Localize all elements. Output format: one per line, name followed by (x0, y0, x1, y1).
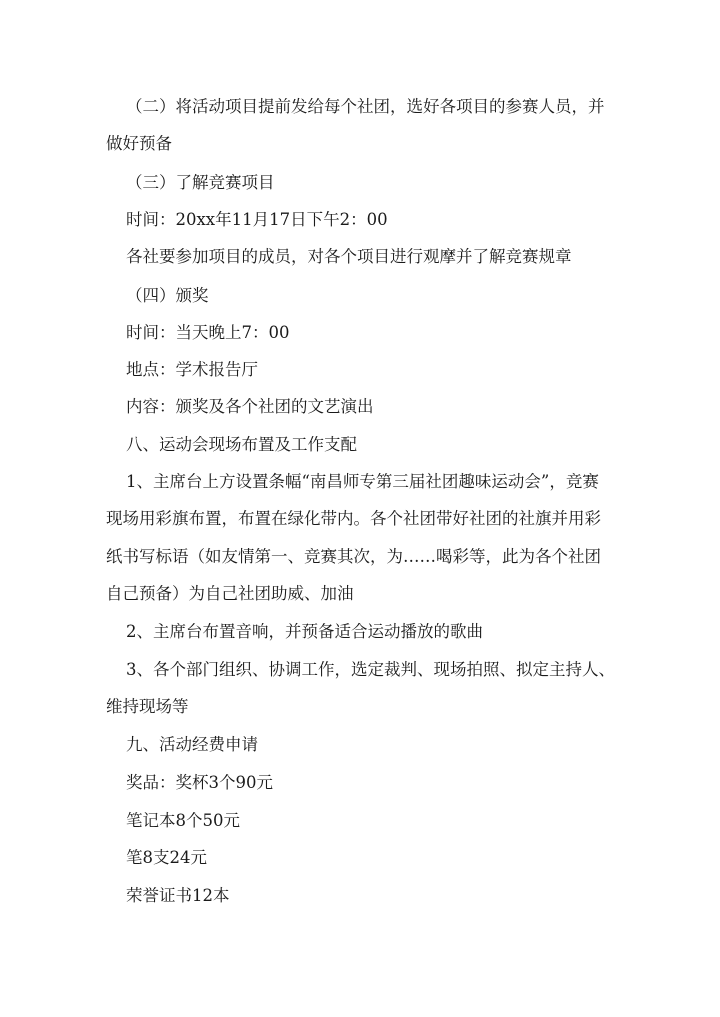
section-heading: 八、运动会现场布置及工作支配 (126, 435, 357, 454)
paragraph-line: 各社要参加项目的成员，对各个项目进行观摩并了解竞赛规章 (126, 247, 572, 266)
paragraph-line: 时间：20xx年11月17日下午2：00 (126, 210, 388, 229)
section-heading: （三）了解竞赛项目 (126, 173, 275, 192)
section-heading: （四）颁奖 (126, 286, 209, 305)
paragraph-line: 纸书写标语（如友情第一、竞赛其次，为……喝彩等，此为各个社团 (106, 547, 601, 566)
paragraph-line: 时间：当天晚上7：00 (126, 323, 290, 342)
paragraph-line: 1、主席台上方设置条幅“南昌师专第三届社团趣味运动会”，竞赛 (126, 472, 599, 491)
paragraph-line: 自己预备）为自己社团助威、加油 (106, 584, 354, 603)
section-heading: 九、活动经费申请 (126, 735, 258, 754)
paragraph-line: （二）将活动项目提前发给每个社团，选好各项目的参赛人员，并 (126, 97, 605, 116)
paragraph-line: 荣誉证书12本 (126, 886, 230, 905)
paragraph-line: 做好预备 (106, 134, 172, 153)
paragraph-line: 3、各个部门组织、协调工作，选定裁判、现场拍照、拟定主持人、 (126, 660, 615, 679)
paragraph-line: 2、主席台布置音响，并预备适合运动播放的歌曲 (126, 622, 483, 641)
paragraph-line: 维持现场等 (106, 697, 189, 716)
paragraph-line: 笔记本8个50元 (126, 811, 240, 830)
paragraph-line: 笔8支24元 (126, 848, 207, 867)
paragraph-line: 奖品：奖杯3个90元 (126, 773, 273, 792)
paragraph-line: 内容：颁奖及各个社团的文艺演出 (126, 397, 374, 416)
paragraph-line: 现场用彩旗布置，布置在绿化带内。各个社团带好社团的社旗并用彩 (106, 509, 601, 528)
paragraph-line: 地点：学术报告厅 (126, 360, 258, 379)
